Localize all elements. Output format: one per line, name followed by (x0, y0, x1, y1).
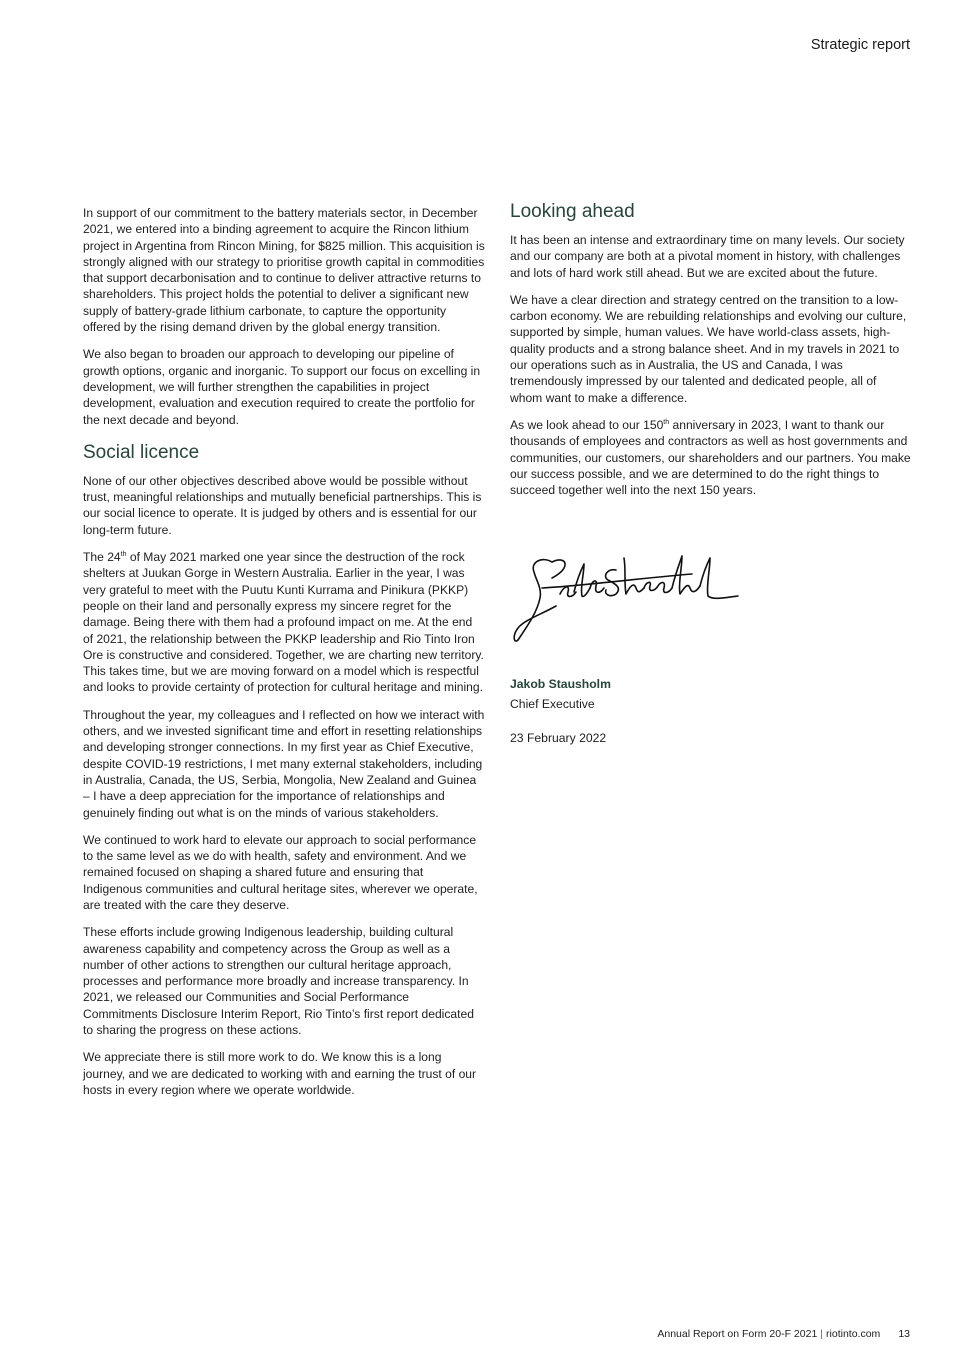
juukan-gorge-paragraph (83, 549, 485, 696)
signer-title: Chief Executive (510, 697, 595, 711)
footer-separator: | (820, 1328, 824, 1340)
social-licence-paragraph: None of our other objectives described above would be possible without trust, meaningful relationships and mutually beneficial partnerships. This is our social licence to operate. It is judged by others and is essential for our long-term future. (83, 473, 482, 537)
signature-block (510, 676, 611, 746)
page-footer (657, 1328, 910, 1340)
social-licence-paragraph: These efforts include growing Indigenous leadership, building cultural awareness capability and competency across the Group as well as a number of other actions to strengthen our cultural heritage approach, processes and performance more broadly and increase transparency. In 2021, we released our Communities and Social Performance Commitments Disclosure Interim Report, Rio Tinto’s first report dedicated to sharing the progress on these actions. (83, 925, 474, 1038)
anniversary-paragraph (510, 417, 912, 498)
text-fragment: anniversary in 2023, I want to thank our thousands of employees and contractors as well as host governments and communities, our customers, our shareholders and our partners. You make our success possible, and we are determined to do the right things to succeed together well into the next 150 years. (510, 417, 911, 498)
section-label: Strategic report (810, 37, 910, 53)
ordinal-suffix: th (663, 418, 670, 426)
website-link[interactable]: riotinto.com (826, 1328, 881, 1340)
looking-ahead-paragraph: It has been an intense and extraordinary time on many levels. Our society and our company are both at a pivotal moment in history, with challenges and lots of hard work still ahead. But we are excited about the future. (510, 233, 905, 280)
social-licence-paragraph: Throughout the year, my colleagues and I reflected on how we interact with others, and we invested significant time and effort in resetting relationships and developing stronger connections. In my first year as Chief Executive, despite COVID-19 restrictions, I met many external stakeholders, including in Australia, Canada, the US, Serbia, Mongolia, New Zealand and Guinea – I have a deep appreciation for the importance of relationships and genuinely finding out what is on the minds of various stakeholders. (83, 707, 485, 820)
handwritten-signature (512, 548, 752, 648)
page-number: 13 (898, 1328, 910, 1340)
text-fragment: of May 2021 marked one year since the destruction of the rock shelters at Juukan Gorge in Western Australia. Earlier in the year, I was very grateful to meet with the Puutu Kunti Kurrama and Pinikura (PKKP) people on their land and personally express my sincere regret for the damage. Being there with them had a profound impact on me. At the end of 2021, the relationship between the PKKP leadership and Rio Tinto Iron Ore is constructive and considered. Together, we are charting new territory. This takes time, but we are moving forward on a model which is respectful and looks to provide certainty of protection for cultural heritage and mining. (83, 550, 484, 695)
intro-paragraph: In support of our commitment to the battery materials sector, in December 2021, we entered into a binding agreement to acquire the Rincon lithium project in Argentina from Rincon Mining, for $825 million. This acquisition is strongly aligned with our strategy to prioritise growth capital in commodities that support decarbonisation and to continue to deliver attractive returns to shareholders. This project holds the potential to deliver a significant new supply of battery-grade lithium carbonate, to capture the opportunity offered by the rising demand driven by the global energy transition. (83, 206, 485, 335)
right-column (510, 200, 912, 509)
looking-ahead-paragraph: We have a clear direction and strategy centred on the transition to a low-carbon economy. We are rebuilding relationships and evolving our culture, supported by simple, human values. We have world-class assets, high-quality products and a strong balance sheet. And in my travels in 2021 to our operations such as in Australia, the US and Canada, I was tremendously impressed by our talented and dedicated people, all of whom want to make a difference. (510, 292, 907, 405)
social-licence-paragraph: We continued to work hard to elevate our approach to social performance to the same level as we do with health, safety and environment. And we remained focused on shaping a shared future and ensuring that Indigenous communities and cultural heritage sites, wherever we operate, are treated with the care they deserve. (83, 832, 478, 912)
text-fragment: The 24 (83, 550, 121, 565)
signer-name: Jakob Stausholm (510, 677, 611, 691)
left-column (83, 205, 485, 1109)
ordinal-suffix: th (120, 551, 127, 559)
signature-date: 23 February 2022 (510, 731, 607, 745)
publication-title: Annual Report on Form 20-F 2021 (657, 1328, 818, 1340)
social-licence-heading: Social licence (83, 441, 200, 463)
social-licence-paragraph: We appreciate there is still more work to do. We know this is a long journey, and we are dedicated to working with and earning the trust of our hosts in every region where we operate worldwide. (83, 1050, 477, 1097)
looking-ahead-heading: Looking ahead (510, 201, 635, 222)
text-fragment: As we look ahead to our 150 (510, 417, 664, 432)
intro-paragraph: We also began to broaden our approach to developing our pipeline of growth options, organic and inorganic. To support our focus on excelling in development, we will further strengthen the capabilities in project development, evaluation and execution required to create the portfolio for the next decade and beyond. (83, 347, 481, 427)
